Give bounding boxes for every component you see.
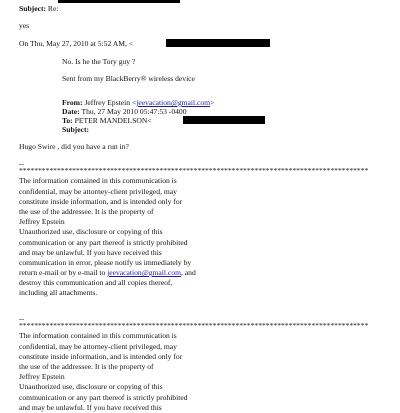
disclaimer-1-line: communication in error, please notify us immediately by xyxy=(19,257,192,267)
disclaimer-1-line: constitute inside information, and is intended only for xyxy=(19,196,183,206)
return-prefix: return e-mail or by e-mail to xyxy=(19,268,108,278)
disclaimer-2-line: constitute inside information, and is intended only for xyxy=(19,351,183,361)
from-close: > xyxy=(210,98,215,107)
from-name: Jeffrey Epstein < xyxy=(84,98,137,107)
disclaimer-2-stars: ******************************************************************************************** xyxy=(19,321,369,331)
subject-label: Subject: xyxy=(19,4,46,13)
date-value: Thu, 27 May 2010 05:47:53 -0400 xyxy=(81,107,187,116)
disclaimer-2-line: Unauthorized use, disclosure or copying of this xyxy=(19,382,163,392)
fwd-subject-label: Subject: xyxy=(62,125,89,134)
disclaimer-1-line: the use of the addressee. It is the property of xyxy=(19,206,154,216)
to-value: PETER MANDELSON< xyxy=(74,116,152,125)
disclaimer-2-line: and may be unlawful. If you have received this xyxy=(19,402,162,412)
disclaimer-1-stars: ******************************************************************************************** xyxy=(19,166,369,176)
redaction-bar-recipient xyxy=(183,116,265,124)
from-email-link[interactable]: jeevacation@gmail.com xyxy=(136,98,211,107)
disclaimer-1-line: and may be unlawful. If you have received this xyxy=(19,247,162,257)
disclaimer-1-line: confidential, may be attorney-client privileged, may xyxy=(19,186,177,196)
disclaimer-2-line: communication or any part thereof is strictly prohibited xyxy=(19,392,188,402)
date-label: Date: xyxy=(62,107,80,116)
quoted-line-2: Sent from my BlackBerry® wireless device xyxy=(62,74,195,83)
subject-line xyxy=(19,4,58,14)
return-email-link[interactable]: jeevacation@gmail.com xyxy=(107,268,181,278)
disclaimer-1-dashes: -- xyxy=(19,159,25,168)
reply-body: yes xyxy=(19,21,30,30)
disclaimer-1-line: Jeffrey Epstein xyxy=(19,217,65,227)
forwarded-subject xyxy=(62,125,89,135)
subject-value: Re: xyxy=(47,4,59,13)
disclaimer-1-line: Unauthorized use, disclosure or copying of this xyxy=(19,227,163,237)
from-label: From: xyxy=(62,98,83,107)
disclaimer-2-line: The information contained in this communication is xyxy=(19,331,177,341)
disclaimer-2-line: confidential, may be attorney-client privileged, may xyxy=(19,341,177,351)
disclaimer-1-line: destroy this communication and all copies thereof, xyxy=(19,278,173,288)
return-suffix: , and xyxy=(180,268,196,278)
disclaimer-1-line: The information contained in this communication is xyxy=(19,176,177,186)
disclaimer-block-2 xyxy=(19,314,368,413)
forwarded-body: Hugo Swire , did you have a run in? xyxy=(19,142,129,151)
redaction-bar-sender xyxy=(166,39,270,47)
disclaimer-2-dashes: -- xyxy=(19,314,25,323)
quoted-line-1: No. Is he the Tory guy ? xyxy=(62,57,136,66)
disclaimer-2-line: the use of the addressee. It is the property of xyxy=(19,361,154,371)
quote-intro-prefix: On Thu, May 27, 2010 at 5:52 AM, < xyxy=(19,39,134,48)
disclaimer-2-line: Jeffrey Epstein xyxy=(19,372,65,382)
disclaimer-block-1 xyxy=(19,159,368,299)
redaction-bar-top xyxy=(58,0,180,3)
disclaimer-1-line: communication or any part thereof is strictly prohibited xyxy=(19,237,188,247)
disclaimer-1-return-line xyxy=(19,268,368,278)
to-label: To: xyxy=(62,116,73,125)
disclaimer-1-line: including all attachments. xyxy=(19,288,98,298)
